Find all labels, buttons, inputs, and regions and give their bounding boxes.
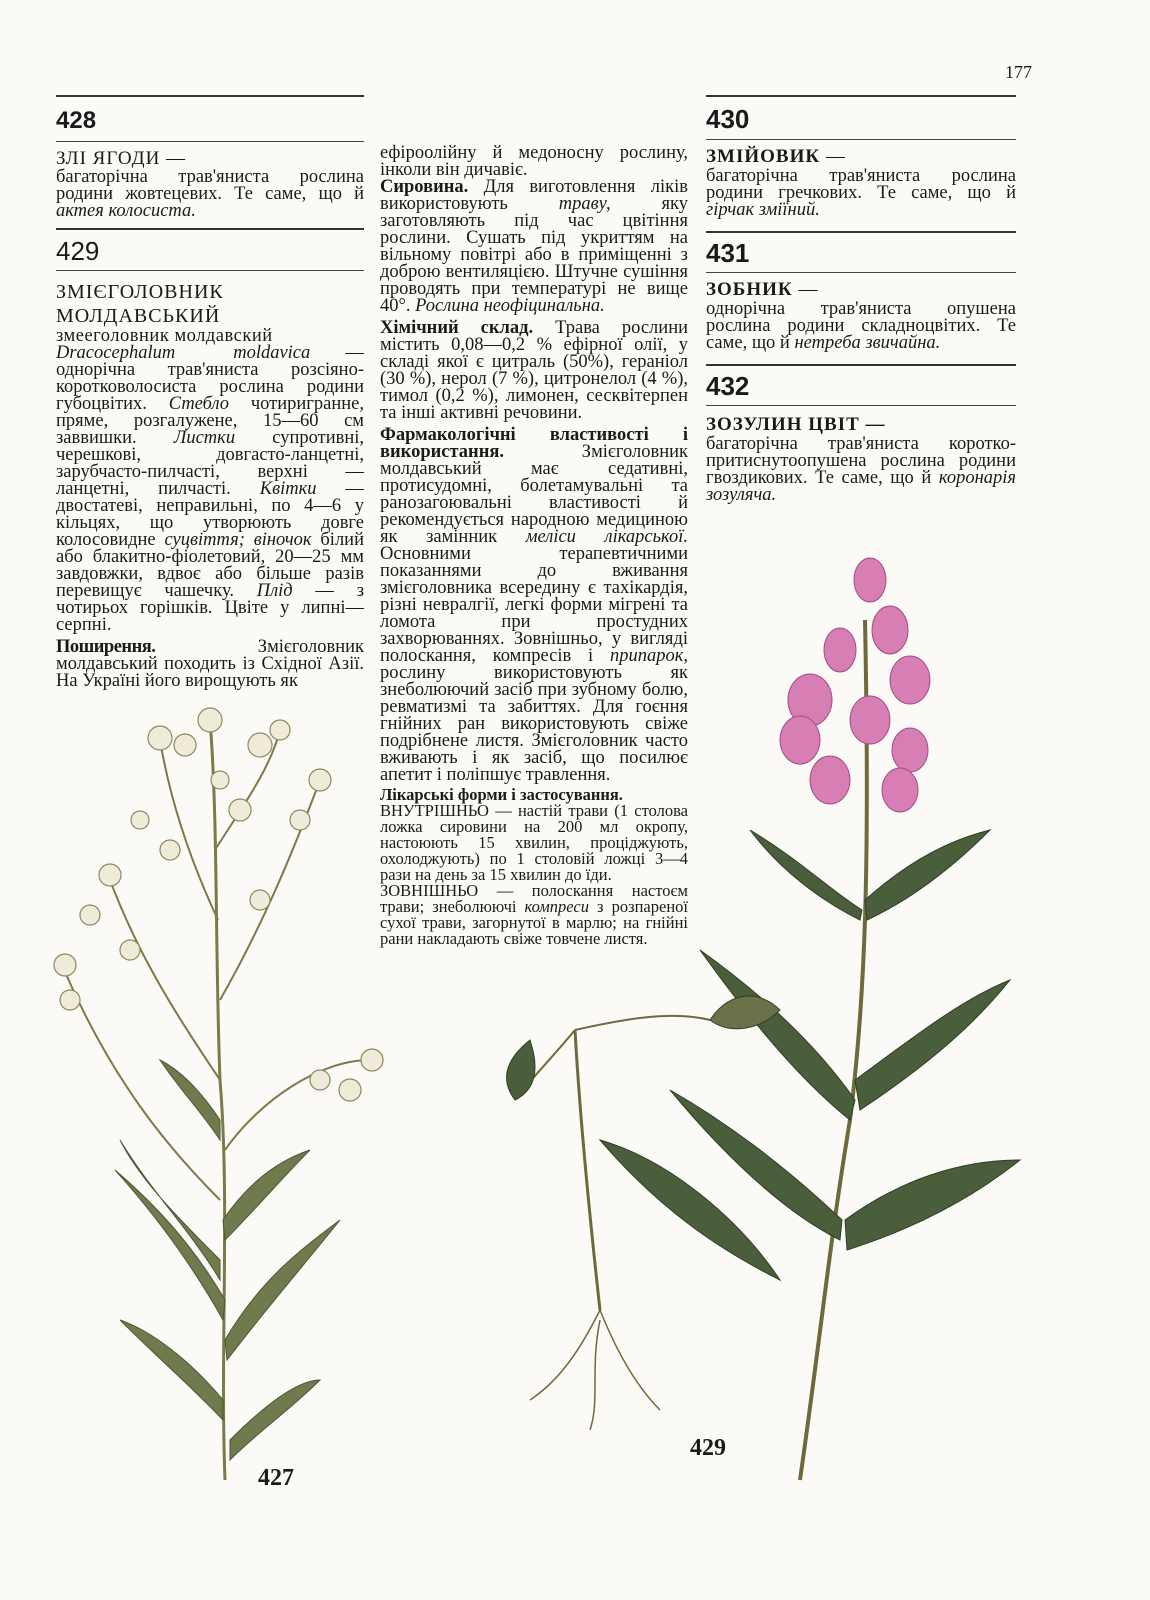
flower [810, 756, 850, 804]
leaf [230, 1380, 320, 1460]
text-part: рослину використовують як знеболюючий засіб при зубному болю, ревматизмі та забиттях. Для гоєння гнійних ран використовують свіже подрібнене листя. Змієголовник часто вживають і як засіб, що посилює апетит і поліпшує травлення. [380, 663, 688, 785]
use-label: ВНУТРІШНЬО [380, 801, 489, 820]
term-stem: Стебло [168, 394, 230, 414]
flower-bud [60, 990, 80, 1010]
branch [575, 1016, 710, 1030]
latin-genus: Dracocephalum [56, 343, 176, 363]
flower-bud [99, 864, 121, 886]
term-flowers: Квітки [259, 479, 317, 499]
entry-text-429 [56, 345, 364, 634]
cross-reference: гірчак зміїний. [706, 200, 820, 220]
divider [706, 231, 1016, 233]
entry-title-430 [706, 146, 1016, 168]
section-label: Сировина. [380, 177, 469, 197]
flower-bud [148, 726, 172, 750]
term-compress: компреси [524, 897, 589, 916]
figure-caption-427: 427 [258, 1465, 294, 1491]
status-note: Рослина неофіцинальна. [415, 296, 605, 316]
divider [706, 405, 1016, 406]
flower [872, 606, 908, 654]
use-label: ЗОВНІШНЬО [380, 881, 479, 900]
flower-bud [229, 799, 251, 821]
flower-bud [131, 811, 149, 829]
branch [60, 960, 220, 1200]
leaf [845, 1160, 1020, 1250]
use-text: — настій трави (1 столова ложка сировини на 200 мл окропу, настоюють 15 хвилин, проціджують, охолоджують) по 1 столовій ложці 3—4 рази на день за 15 хвилин до їди. [380, 801, 688, 884]
leaf [700, 950, 855, 1120]
flower-bud [120, 940, 140, 960]
flower-bud [339, 1079, 361, 1101]
use-text: з розпареної сухої трави, загорнутої в марлю; на гнійні рани накладають свіже товчене листя. [380, 897, 688, 948]
flower-bud [198, 708, 222, 732]
divider [56, 141, 364, 142]
divider [706, 95, 1016, 97]
entry-title-432 [706, 414, 1016, 436]
section-label: Фармакологічні властивості і використання. [380, 425, 688, 462]
flower-bud [211, 771, 229, 789]
root-stem [575, 1030, 600, 1310]
illustration-dracocephalum-white [20, 700, 390, 1490]
flower [780, 716, 820, 764]
entry-title-428: ЗЛІ ЯГОДИ — [56, 148, 187, 169]
entry-body: багаторічна трав'яниста коротко-притиснутоопушена рослина родини гвоздикових. Те саме, що й [706, 434, 1016, 488]
term-leaves: Листки [173, 428, 236, 448]
divider [56, 95, 364, 97]
leaf [225, 1220, 340, 1360]
title: ЗОЗУЛИН ЦВІТ — [706, 414, 886, 435]
branch [225, 1060, 370, 1150]
entry-title-429-line2: МОЛДАВСЬКИЙ [56, 305, 221, 327]
distribution-paragraph [56, 639, 364, 690]
leaf [115, 1170, 225, 1320]
flower-bud [80, 905, 100, 925]
description-part: — з чотирьох горішків. Цвіте у липні—серпні. [56, 581, 364, 635]
entry-title-431 [706, 279, 1016, 301]
dash: — [310, 343, 364, 363]
leaf [120, 1320, 223, 1420]
description-part: — двостатеві, неправильні, по 4—6 у кільцях, що утворюють довге колосовидне [56, 479, 364, 550]
distribution-text: Змієголовник молдавський походить із Східної Азії. На Україні його вирощують як [56, 637, 364, 691]
entry-number-428: 428 [56, 107, 97, 134]
dash: — [792, 279, 819, 300]
leaf [865, 830, 990, 920]
leaf [160, 1060, 220, 1140]
title: ЗМІЙОВИК [706, 146, 821, 167]
entry-number-429: 429 [56, 236, 100, 266]
section-label: Хімічний склад. [380, 318, 534, 338]
chemical-paragraph [380, 320, 688, 422]
cross-reference: актея колосиста. [56, 201, 196, 221]
cross-reference: нетреба звичайна. [794, 333, 941, 353]
entry-number-432: 432 [706, 371, 750, 401]
entry-title-429-line1: ЗМІЄГОЛОВНИК [56, 281, 224, 303]
description-part: однорічна трав'яниста розсіяно-коротковолосиста рослина родини губоцвітих. [56, 360, 364, 414]
flower-bud [309, 769, 331, 791]
russian-name: змееголовник молдавский [56, 326, 273, 346]
leaf [507, 1040, 535, 1100]
divider [56, 270, 364, 271]
flower [850, 696, 890, 744]
chemical-text: Трава рослини містить 0,08—0,2 % ефірної олії, у складі якої є цитраль (50%), гераніол (30 %), нерол (7 %), цитронелол (4 %), тимол (0,2 %), лимонен, сесквітерпен та інші активні речовини. [380, 318, 688, 423]
flower [824, 628, 856, 672]
flower-bud [54, 954, 76, 976]
text-part: Для виготовлення ліків використовують [380, 177, 688, 214]
divider [56, 228, 364, 230]
text-part: Змієголовник молдавський має седативні, протисудомні, болетамувальні та ранозагоювальні властивості й рекомендується народною медициною як замінник [380, 442, 688, 547]
flower [854, 558, 886, 602]
flower-bud [270, 720, 290, 740]
branch [110, 880, 220, 1080]
leaf [855, 980, 1010, 1110]
flower [892, 728, 928, 772]
page-number: 177 [1005, 62, 1032, 82]
flower [890, 656, 930, 704]
latin-species: moldavica [233, 343, 311, 363]
leaf [750, 830, 862, 920]
forms-heading: Лікарські форми і застосування. [380, 785, 623, 804]
flower-bud [160, 840, 180, 860]
entry-number-430: 430 [706, 104, 750, 134]
text-part: яку заготовляють під час цвітіння рослини. Сушать під укриттям на вільному повітрі або в приміщенні з доброю вентиляцією. Штучне сушіння проводять при температурі не вище 40°. [380, 194, 688, 316]
main-stem [210, 720, 225, 1480]
intro-text: ефіроолійну й медоносну рослину, інколи він дичавіє. [380, 143, 688, 180]
divider [706, 364, 1016, 366]
flower-bud [361, 1049, 383, 1071]
column-3 [706, 95, 1016, 504]
figure-caption-429: 429 [690, 1435, 726, 1461]
branch [160, 740, 218, 920]
illustration-dracocephalum-pink [470, 520, 1060, 1500]
flower-bud [174, 734, 196, 756]
entry-text-428 [56, 169, 364, 220]
entry-body: багаторічна трав'яниста рослина родини гречкових. Те саме, що й [706, 166, 1016, 203]
cross-reference: меліси лікарської. [525, 527, 688, 547]
roots [530, 1310, 660, 1430]
flower-bud [248, 733, 272, 757]
entry-body: однорічна трав'яниста опушена рослина родини складноцвітих. Те саме, що й [706, 299, 1016, 353]
cross-reference: коронарія зозуляча. [706, 468, 1016, 505]
flower [882, 768, 918, 812]
leaf [223, 1150, 310, 1240]
term-inflorescence: суцвіття; віночок [164, 530, 312, 550]
description-part: білий або блакитно-фіолетовий, 20—25 мм завдовжки, вдвоє або більше разів перевищує чашечку. [56, 530, 364, 601]
entry-text-431 [706, 301, 1016, 352]
description-part: супротивні, черешкові, довгасто-ланцетні, зарубчасто-пилчасті, верхні — ланцетні, пилчасті. [56, 428, 364, 499]
term-fruit: Плід [256, 581, 293, 601]
dash: — [820, 146, 846, 167]
column-1 [56, 95, 364, 690]
entry-text-430 [706, 168, 1016, 219]
term-poultice: припарок, [609, 646, 688, 666]
description-part: чотиригранне, пряме, розгалужене, 15—60 см заввишки. [56, 394, 364, 448]
flower-bud [250, 890, 270, 910]
entry-body: багаторічна трав'яниста рослина родини жовтецевих. Те саме, що й [56, 167, 364, 204]
flower-bud [310, 1070, 330, 1090]
flower-bud [290, 810, 310, 830]
divider [706, 272, 1016, 273]
entry-text-432 [706, 436, 1016, 504]
divider [706, 139, 1016, 140]
term-grass: траву, [558, 194, 611, 214]
title: ЗОБНИК [706, 279, 793, 300]
leaf [120, 1140, 220, 1280]
use-text: — полоскання настоєм трави; знеболюючі [380, 881, 688, 916]
section-label: Поширення. [56, 637, 156, 657]
raw-material-paragraph [380, 179, 688, 315]
entry-number-431: 431 [706, 238, 750, 268]
text-part: Основними терапевтичними показаннями до вживання змієголовника всередину є тахікардія, різні невралгії, легкі форми мігрені та ломота при простудних захворюваннях. Зовнішньо, у вигляді полоскання, компресів і [380, 544, 688, 666]
